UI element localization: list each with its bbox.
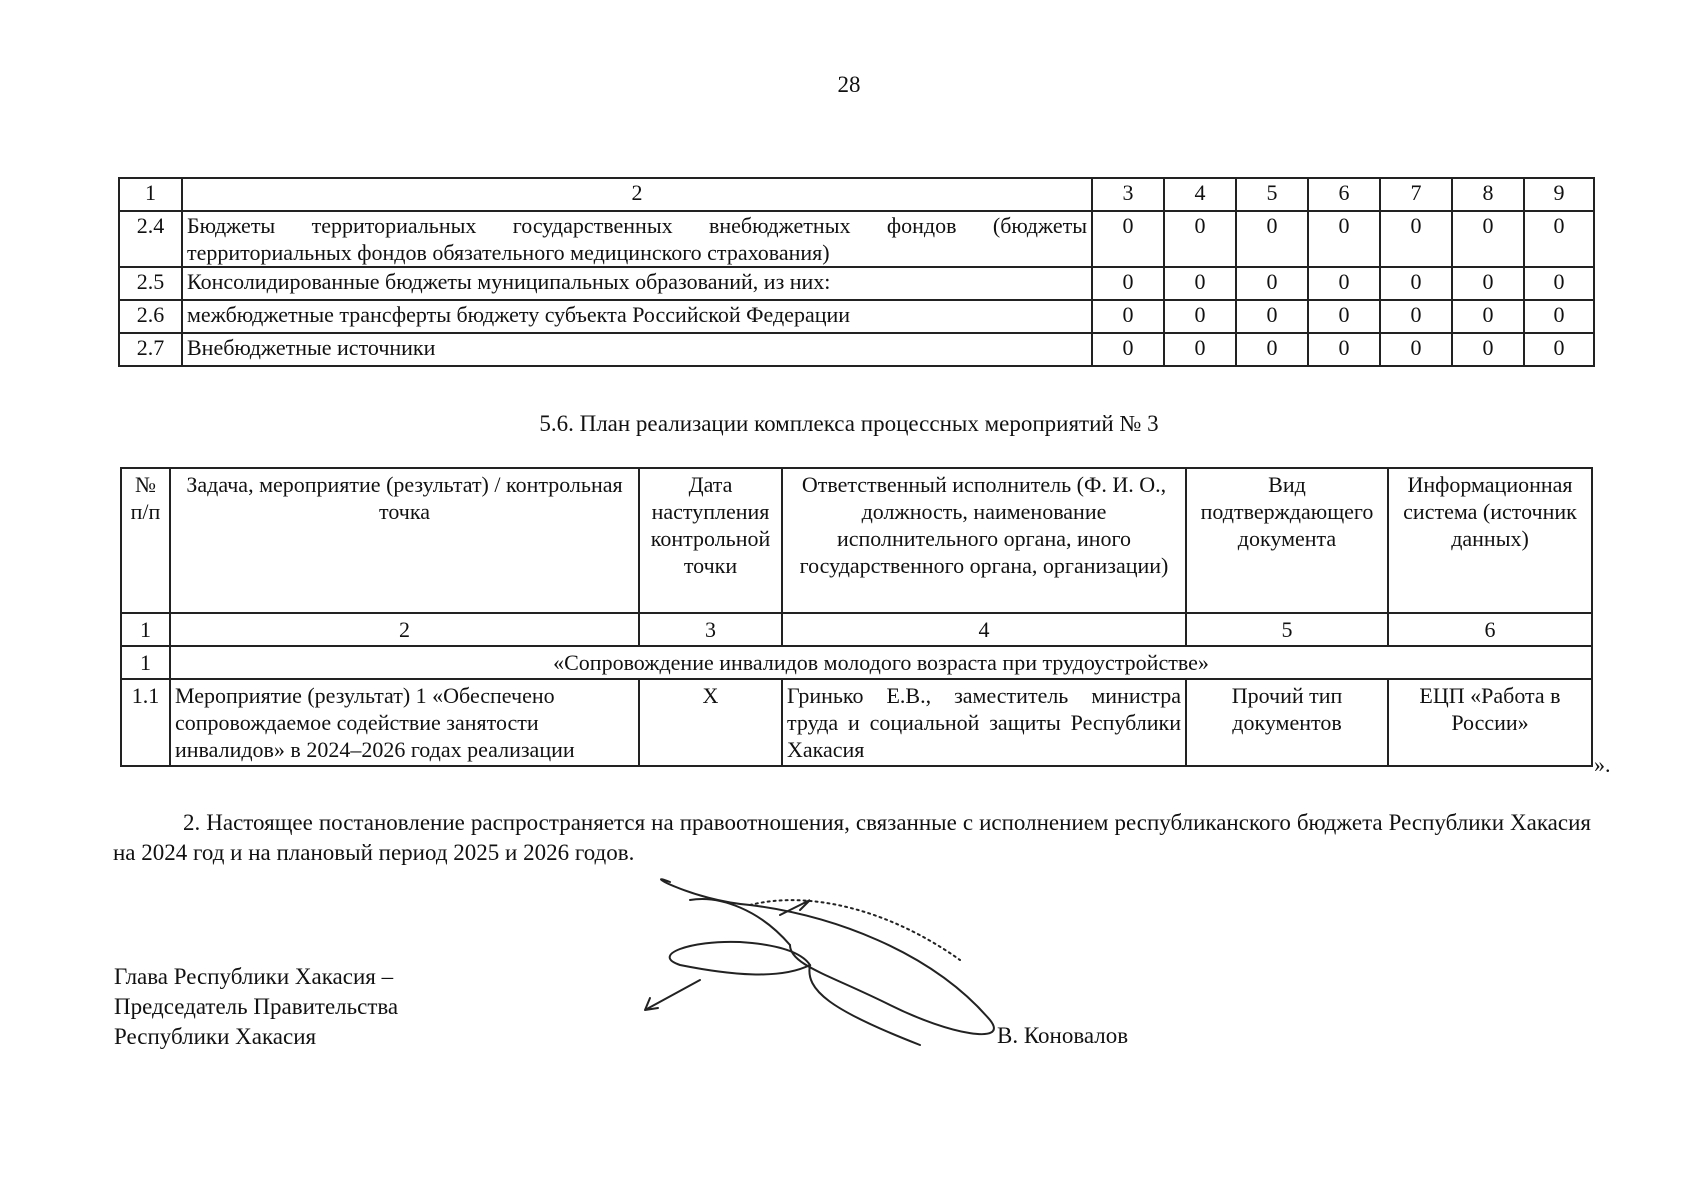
header-cell: 2 [182, 178, 1092, 211]
value-cell: 0 [1164, 211, 1236, 267]
value-cell: 0 [1452, 211, 1524, 267]
activity-text: Мероприятие (результат) 1 «Обеспечено сопровождаемое содействие занятости инвалидов» в 2024–2026 годах реализации [170, 679, 639, 766]
value-cell: 0 [1236, 300, 1308, 333]
value-cell: 0 [1380, 211, 1452, 267]
table-row [119, 211, 1594, 267]
header-cell: 7 [1380, 178, 1452, 211]
activity-responsible: Гринько Е.В., заместитель министра труда и социальной защиты Республики Хакасия [782, 679, 1186, 766]
row-number: 2.6 [119, 300, 182, 333]
value-cell: 0 [1524, 333, 1594, 366]
handwritten-signature [630, 870, 1050, 1050]
activity-row [121, 679, 1592, 766]
row-label: Внебюджетные источники [182, 333, 1092, 366]
value-cell: 0 [1308, 267, 1380, 300]
table-row [119, 300, 1594, 333]
row-label: Бюджеты территориальных государственных внебюджетных фондов (бюджеты территориальных фондов обязательного медицинского страхования) [182, 211, 1092, 267]
header-cell: 9 [1524, 178, 1594, 211]
plan-table-header-row [121, 468, 1592, 613]
task-number: 1 [121, 646, 170, 679]
header-document: Вид подтверждающего документа [1186, 468, 1388, 613]
value-cell: 0 [1380, 300, 1452, 333]
value-cell: 0 [1092, 300, 1164, 333]
column-number: 6 [1388, 613, 1592, 646]
header-cell: 1 [119, 178, 182, 211]
activity-document: Прочий тип документов [1186, 679, 1388, 766]
task-row [121, 646, 1592, 679]
value-cell: 0 [1236, 267, 1308, 300]
signatory-line: Председатель Правительства [114, 994, 399, 1019]
activity-system: ЕЦП «Работа в России» [1388, 679, 1592, 766]
resolution-paragraph: 2. Настоящее постановление распространяется на правоотношения, связанные с исполнением республиканского бюджета Республики Хакасия на 2024 год и на плановый период 2025 и 2026 годов. [113, 810, 1591, 865]
row-label: межбюджетные трансферты бюджету субъекта Российской Федерации [182, 300, 1092, 333]
column-number: 3 [639, 613, 782, 646]
value-cell: 0 [1164, 333, 1236, 366]
column-number: 2 [170, 613, 639, 646]
header-date: Дата наступления контрольной точки [639, 468, 782, 613]
funding-table [118, 177, 1595, 367]
header-cell: 8 [1452, 178, 1524, 211]
value-cell: 0 [1452, 267, 1524, 300]
value-cell: 0 [1092, 333, 1164, 366]
header-cell: 4 [1164, 178, 1236, 211]
value-cell: 0 [1308, 211, 1380, 267]
value-cell: 0 [1092, 211, 1164, 267]
value-cell: 0 [1524, 211, 1594, 267]
row-number: 2.5 [119, 267, 182, 300]
header-activity: Задача, мероприятие (результат) / контрольная точка [170, 468, 639, 613]
value-cell: 0 [1452, 333, 1524, 366]
value-cell: 0 [1308, 333, 1380, 366]
value-cell: 0 [1380, 333, 1452, 366]
closing-quote: ». [1594, 752, 1611, 777]
value-cell: 0 [1524, 267, 1594, 300]
value-cell: 0 [1236, 211, 1308, 267]
column-number: 1 [121, 613, 170, 646]
value-cell: 0 [1164, 300, 1236, 333]
table-row [119, 267, 1594, 300]
signatory-title [114, 962, 398, 1052]
header-number: № п/п [121, 468, 170, 613]
task-title: «Сопровождение инвалидов молодого возраста при трудоустройстве» [170, 646, 1592, 679]
plan-table [120, 467, 1593, 767]
activity-number: 1.1 [121, 679, 170, 766]
column-number: 4 [782, 613, 1186, 646]
row-number: 2.4 [119, 211, 182, 267]
signatory-line: Глава Республики Хакасия – [114, 964, 394, 989]
value-cell: 0 [1380, 267, 1452, 300]
header-cell: 6 [1308, 178, 1380, 211]
column-number: 5 [1186, 613, 1388, 646]
row-number: 2.7 [119, 333, 182, 366]
value-cell: 0 [1452, 300, 1524, 333]
signatory-line: Республики Хакасия [114, 1024, 317, 1049]
value-cell: 0 [1164, 267, 1236, 300]
value-cell: 0 [1236, 333, 1308, 366]
row-label: Консолидированные бюджеты муниципальных образований, из них: [182, 267, 1092, 300]
value-cell: 0 [1524, 300, 1594, 333]
header-cell: 5 [1236, 178, 1308, 211]
page-number: 28 [837, 72, 861, 97]
table-row [119, 333, 1594, 366]
plan-table-column-numbers [121, 613, 1592, 646]
value-cell: 0 [1092, 267, 1164, 300]
value-cell: 0 [1308, 300, 1380, 333]
signer-name: В. Коновалов [997, 1023, 1129, 1048]
header-cell: 3 [1092, 178, 1164, 211]
activity-date: Х [639, 679, 782, 766]
section-heading: 5.6. План реализации комплекса процессных мероприятий № 3 [539, 411, 1159, 436]
header-system: Информационная система (источник данных) [1388, 468, 1592, 613]
funding-table-header-row [119, 178, 1594, 211]
header-responsible: Ответственный исполнитель (Ф. И. О., должность, наименование исполнительного органа, иного государственного органа, организации) [782, 468, 1186, 613]
